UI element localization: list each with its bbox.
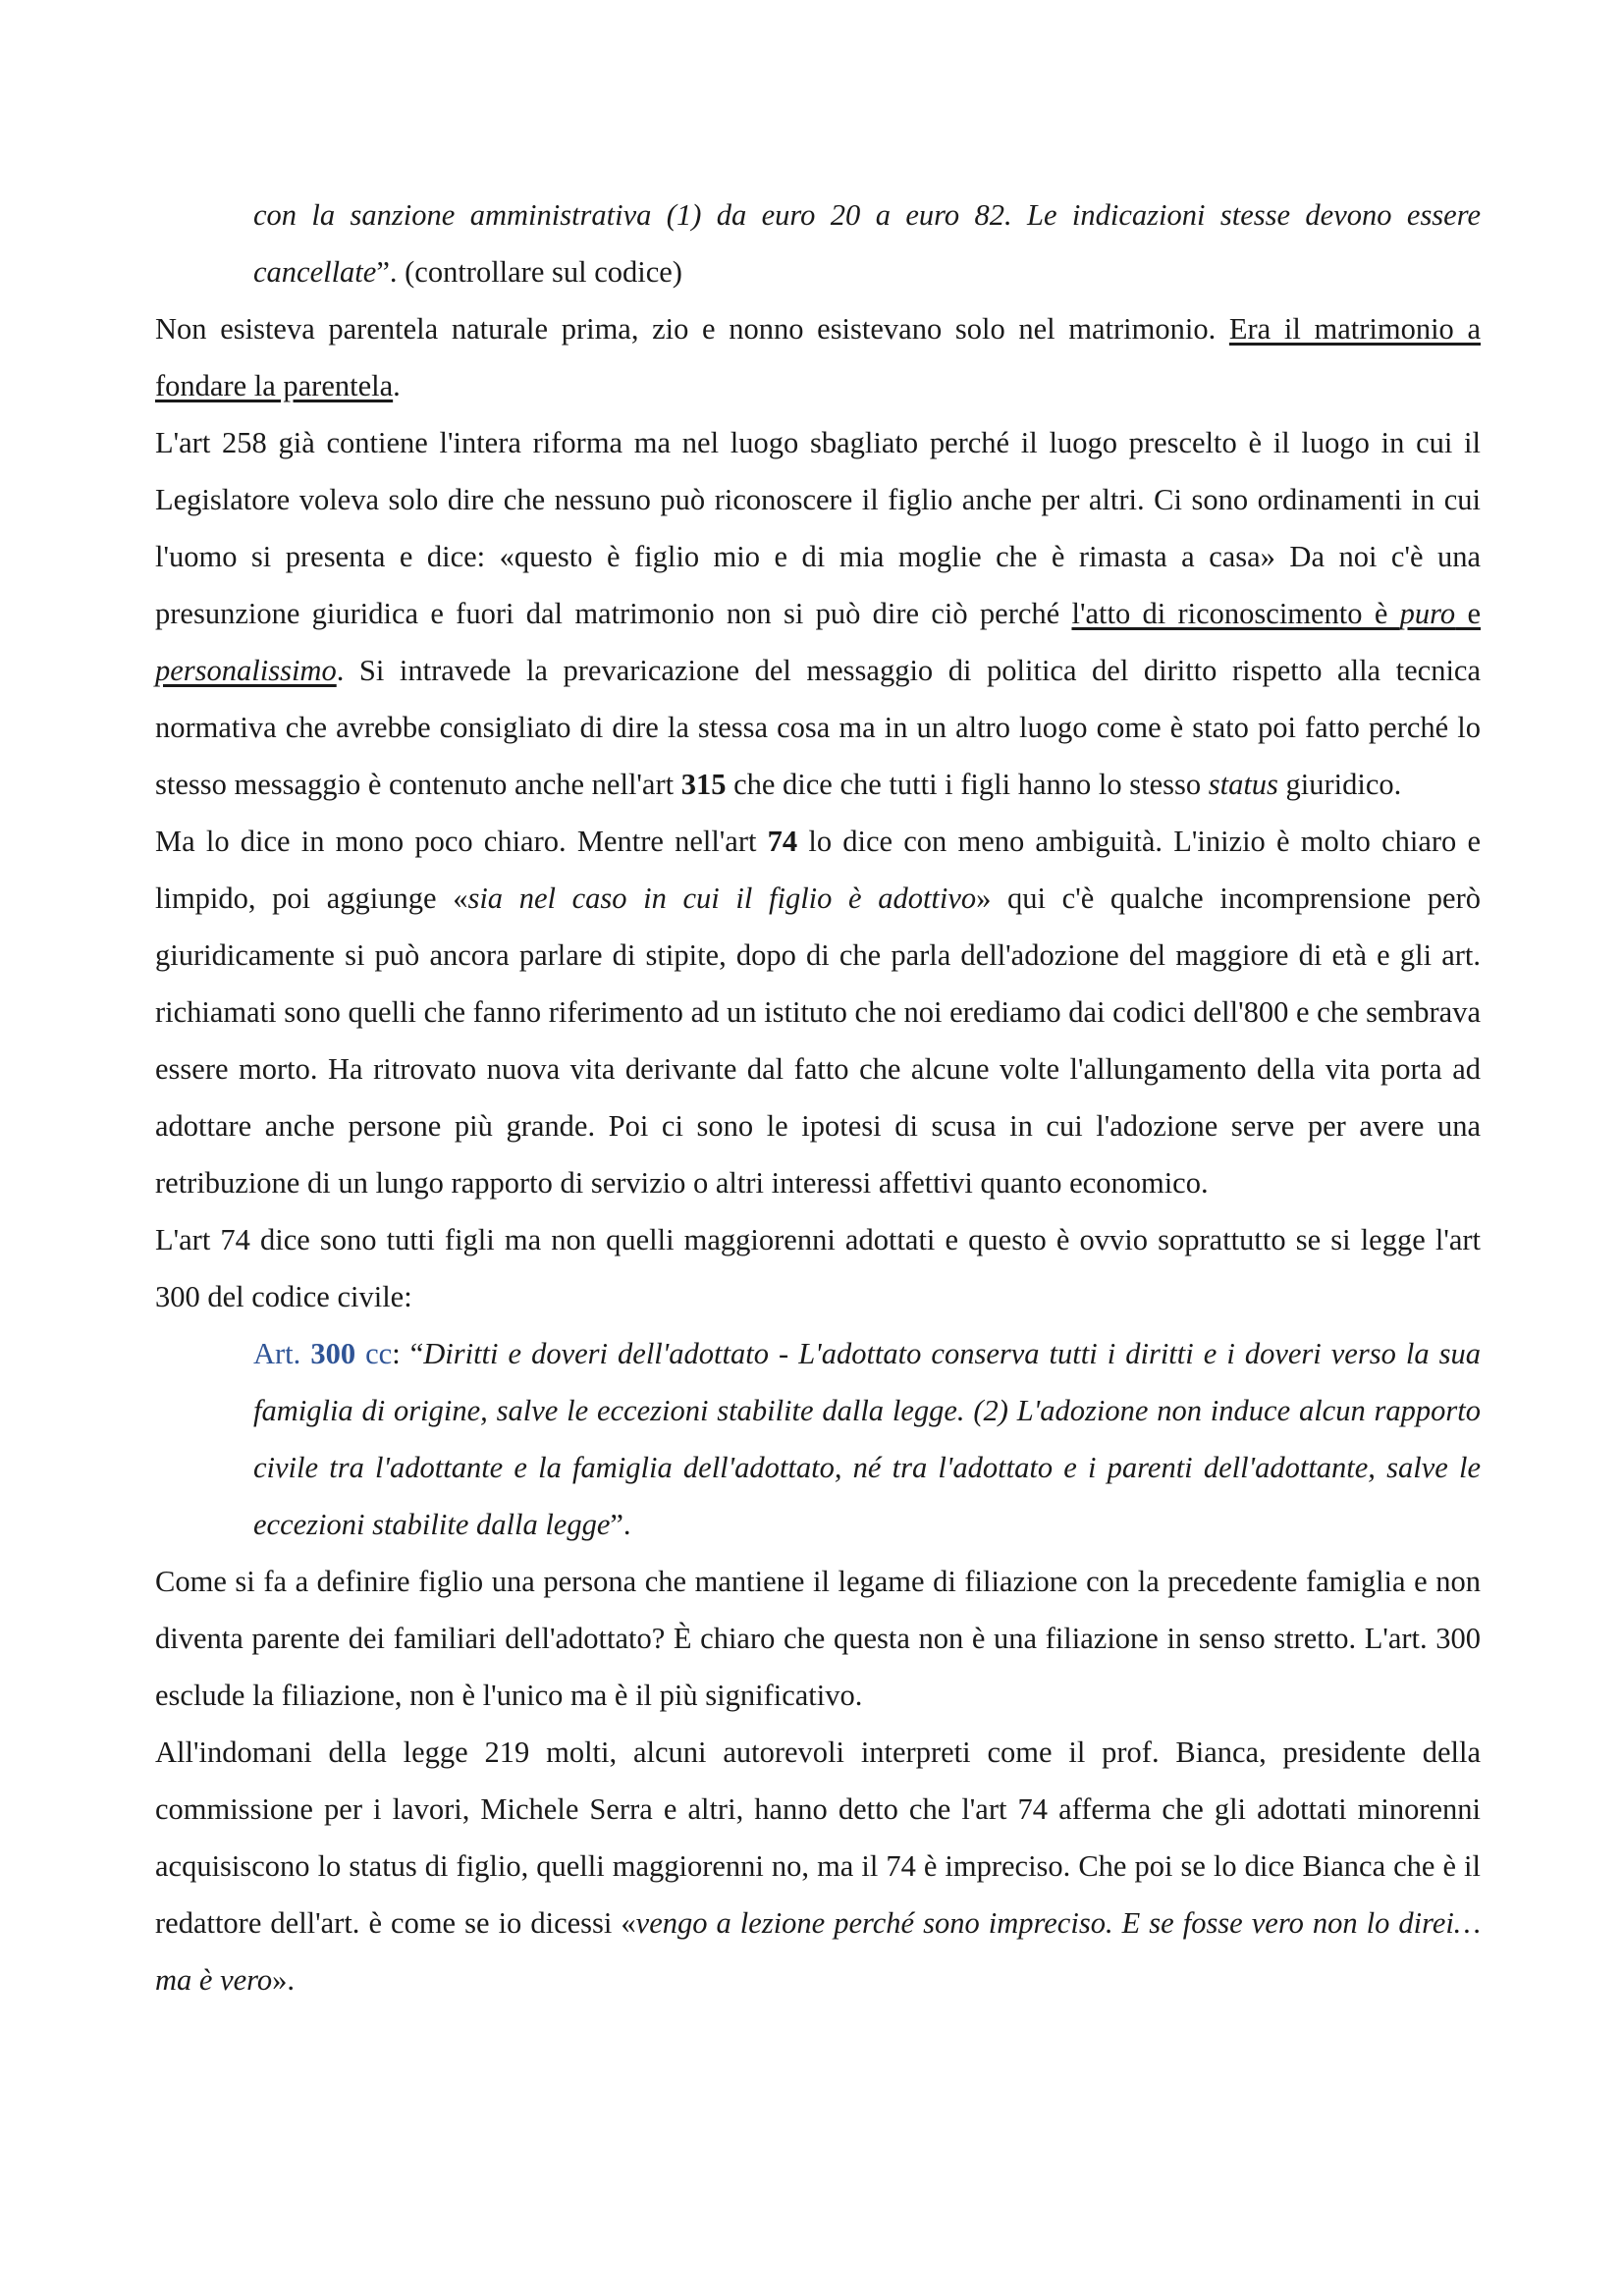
text-span: Ma lo dice in mono poco chiaro. Mentre nell'art xyxy=(155,825,768,858)
closing-quote: ”. xyxy=(376,255,398,289)
italic-text: status xyxy=(1208,768,1278,801)
text-span: L'art 74 dice sono tutti figli ma non quelli maggiorenni adottati e questo è ovvio soprattutto se si legge l'art 300 del codice civile: xyxy=(155,1223,1481,1313)
text-span: . xyxy=(393,369,401,402)
document-page xyxy=(155,187,1481,2008)
quote-art-300 xyxy=(253,1325,1481,1553)
text-span: . Si intravede la prevaricazione del messaggio di politica del diritto rispetto alla tecnica normativa che avrebbe consigliato di dire la stessa cosa ma in un altro luogo come è stato poi fatto perché lo stesso messaggio è contenuto anche nell'art xyxy=(155,654,1481,801)
paragraph-parentela xyxy=(155,300,1481,414)
text-span: L'art 258 già contiene l'intera riforma ma nel luogo sbagliato perché il luogo prescelto è il luogo in cui il Legislatore voleva solo dire che nessuno può riconoscere il figlio anche per altri. Ci sono ordinamenti in cui l'uomo si presenta e dice: «questo è figlio mio e di mia moglie che è rimasta a casa» Da noi c'è una presunzione giuridica e fuori dal matrimonio non si può dire ciò perché xyxy=(155,426,1481,630)
italic-text: vengo a lezione perché sono impreciso. E se fosse vero non lo direi… ma è vero xyxy=(155,1906,1482,1997)
article-label: Art. xyxy=(253,1337,311,1370)
text-span: e xyxy=(1455,597,1482,630)
text-span: : “ xyxy=(392,1337,424,1370)
italic-quote-text: con la sanzione amministrativa (1) da euro 20 a euro 82. Le indicazioni stesse devono essere cancellate xyxy=(253,198,1481,289)
paragraph-art-74 xyxy=(155,813,1481,1211)
code-abbrev: cc xyxy=(355,1337,393,1370)
paragraph-art-258 xyxy=(155,414,1481,813)
text-span: giuridico. xyxy=(1277,768,1402,801)
text-span: l'atto di riconoscimento è xyxy=(1071,597,1400,630)
paragraph-filiazione xyxy=(155,1553,1481,1724)
text-span: » qui c'è qualche incomprensione però giuridicamente si può ancora parlare di stipite, dopo di che parla dell'adozione del maggiore di età e gli art. richiamati sono quelli che fanno riferimento ad un istituto che noi erediamo dai codici dell'800 e che sembrava essere morto. Ha ritrovato nuova vita derivante dal fatto che alcune volte l'allungamento della vita porta ad adottare anche persone più grande. Poi ci sono le ipotesi di scusa in cui l'adozione serve per avere una retribuzione di un lungo rapporto di servizio o altri interessi affettivi quanto economico. xyxy=(155,881,1481,1200)
editor-note: (controllare sul codice) xyxy=(397,255,682,289)
article-number: 300 xyxy=(310,1337,356,1370)
underlined-text: Era il matrimonio a fondare la parentela xyxy=(155,312,1481,402)
text-span: - xyxy=(768,1337,799,1370)
article-number: 74 xyxy=(767,825,798,858)
text-span: ». xyxy=(272,1963,296,1997)
italic-text: personalissimo xyxy=(155,654,337,687)
paragraph-quote-end xyxy=(253,187,1481,300)
text-span: Non esisteva parentela naturale prima, zio e nonno esistevano solo nel matrimonio. xyxy=(155,312,1229,346)
italic-text: sia nel caso in cui il figlio è adottivo xyxy=(467,881,977,915)
text-span: All'indomani della legge 219 molti, alcuni autorevoli interpreti come il prof. Bianca, presidente della commissione per i lavori, Michele Serra e altri, hanno detto che l'art 74 afferma che gli adottati minorenni acquisiscono lo status di figlio, quelli maggiorenni no, ma il 74 è impreciso. Che poi se lo dice Bianca che è il redattore dell'art. è come se io dicessi « xyxy=(155,1735,1481,1940)
text-span: che dice che tutti i figli hanno lo stesso xyxy=(726,768,1209,801)
paragraph-art-74-adottati xyxy=(155,1211,1481,1325)
text-span: ”. xyxy=(610,1508,631,1541)
italic-text: puro xyxy=(1399,597,1456,630)
article-title: Diritti e doveri dell'adottato xyxy=(423,1337,769,1370)
text-span: Come si fa a definire figlio una persona che mantiene il legame di filiazione con la precedente famiglia e non diventa parente dei familiari dell'adottato? È chiaro che questa non è una filiazione in senso stretto. L'art. 300 esclude la filiazione, non è l'unico ma è il più significativo. xyxy=(155,1565,1481,1712)
article-body: L'adottato conserva tutti i diritti e i doveri verso la sua famiglia di origine, salve le eccezioni stabilite dalla legge. (2) L'adozione non induce alcun rapporto civile tra l'adottante e la famiglia dell'adottato, né tra l'adottato e i parenti dell'adottante, salve le eccezioni stabilite dalla legge xyxy=(253,1337,1481,1541)
paragraph-legge-219 xyxy=(155,1724,1481,2008)
text-span: lo dice con meno ambiguità. L'inizio è molto chiaro e limpido, poi aggiunge « xyxy=(155,825,1482,915)
article-number: 315 xyxy=(680,768,727,801)
